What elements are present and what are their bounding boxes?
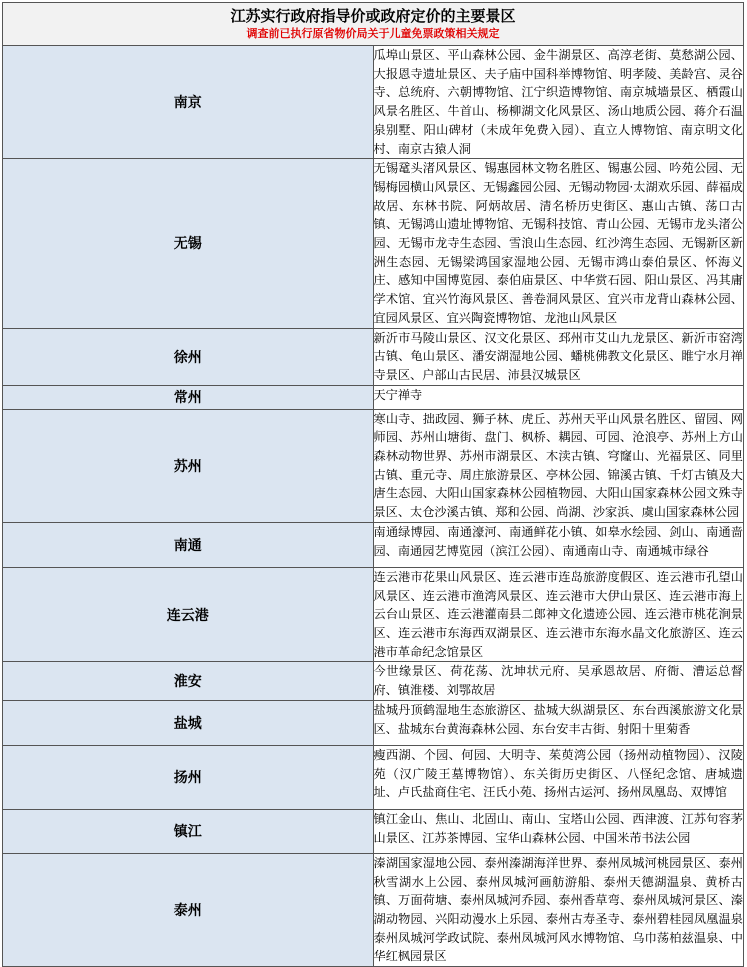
city-cell: 南京 [3,46,374,159]
scenic-spots-table [2,2,744,967]
spots-cell: 今世缘景区、荷花荡、沈坤状元府、吴承恩故居、府衙、漕运总督府、镇淮楼、刘鄂故居 [373,662,744,700]
table-row [3,662,744,700]
city-cell: 徐州 [3,328,374,385]
table-row [3,745,744,809]
city-cell: 常州 [3,385,374,409]
spots-cell: 寒山寺、拙政园、狮子林、虎丘、苏州天平山风景名胜区、留园、网师园、苏州山塘街、盘门、枫桥、耦园、可园、沧浪亭、苏州上方山森林动物世界、苏州市湖景区、木渎古镇、穹窿山、光福景区、同里古镇、重元寺、周庄旅游景区、亭林公园、锦溪古镇、千灯古镇及大唐生态园、大阳山国家森林公园植物园、大阳山国家森林公园文殊寺景区、太仓沙溪古镇、郑和公园、尚湖、沙家浜、虞山国家森林公园 [373,409,744,522]
city-cell: 连云港 [3,567,374,662]
spots-cell: 瘦西湖、个园、何园、大明寺、茱萸湾公园（扬州动植物园）、汉陵苑（汉广陵王墓博物馆）、东关街历史街区、八怪纪念馆、唐城遗址、卢氏盐商住宅、汪氏小苑、扬州古运河、扬州凤凰岛、双博馆 [373,745,744,809]
spots-cell: 新沂市马陵山景区、汉文化景区、邳州市艾山九龙景区、新沂市窑湾古镇、龟山景区、潘安湖湿地公园、蟠桃佛教文化景区、睢宁水月禅寺景区、户部山古民居、沛县汉城景区 [373,328,744,385]
table-row [3,567,744,662]
header-row [3,3,744,46]
city-cell: 淮安 [3,662,374,700]
spots-cell: 瓜埠山景区、平山森林公园、金牛湖景区、高淳老街、莫愁湖公园、大报恩寺遗址景区、夫子庙中国科举博物馆、明孝陵、美龄宫、灵谷寺、总统府、六朝博物馆、江宁织造博物馆、南京城墙景区、栖霞山风景名胜区、牛首山、杨柳湖文化风景区、汤山地质公园、蒋介石温泉别墅、阳山碑材（未成年免费入园）、直立人博物馆、南京明文化村、南京古猿人洞 [373,46,744,159]
city-cell: 南通 [3,522,374,567]
table-row [3,809,744,853]
city-cell: 泰州 [3,853,374,966]
table-row [3,522,744,567]
table-row [3,853,744,966]
table-row [3,46,744,159]
spots-cell: 南通绿博园、南通濠河、南通鲜花小镇、如皋水绘园、剑山、南通啬园、南通园艺博览园（滨江公园）、南通南山寺、南通城市绿谷 [373,522,744,567]
spots-cell: 天宁禅寺 [373,385,744,409]
spots-cell: 溱湖国家湿地公园、泰州溱湖海洋世界、泰州凤城河桃园景区、泰州秋雪湖水上公园、泰州凤城河画舫游船、泰州天德湖温泉、黄桥古镇、万面荷塘、泰州凤城河乔园、泰州香草弯、泰州凤城河景区、溱湖动物园、兴阳动漫水上乐园、泰州古寿圣寺、泰州碧桂园凤凰温泉泰州凤城河学政试院、泰州凤城河风水博物馆、乌巾荡柏兹温泉、中华红枫园景区 [373,853,744,966]
spots-cell: 盐城丹顶鹤湿地生态旅游区、盐城大纵湖景区、东台西溪旅游文化景区、盐城东台黄海森林公园、东台安丰古街、射阳十里菊香 [373,700,744,745]
city-cell: 无锡 [3,159,374,328]
city-cell: 盐城 [3,700,374,745]
table-row [3,700,744,745]
table-row [3,385,744,409]
table-row [3,409,744,522]
table-row [3,328,744,385]
city-cell: 镇江 [3,809,374,853]
table-title: 江苏实行政府指导价或政府定价的主要景区 [230,7,516,25]
table-row [3,159,744,328]
spots-cell: 无锡鼋头渚风景区、锡惠园林文物名胜区、锡惠公园、吟苑公园、无锡梅园横山风景区、无锡鑫园公园、无锡动物园·太湖欢乐园、薛福成故居、东林书院、阿炳故居、清名桥历史街区、惠山古镇、荡口古镇、无锡鸿山遗址博物馆、无锡科技馆、青山公园、无锡市龙头渚公园、无锡市龙寺生态园、雪浪山生态园、红沙湾生态园、无锡新区新洲生态园、无锡梁鸿国家湿地公园、无锡市鸿山泰伯景区、怀海义庄、感知中国博览园、泰伯庙景区、中华赏石园、阳山景区、冯其庸学术馆、宜兴竹海风景区、善卷洞风景区、宜兴市龙背山森林公园、宜园风景区、宜兴陶瓷博物馆、龙池山风景区 [373,159,744,328]
spots-cell: 镇江金山、焦山、北固山、南山、宝塔山公园、西津渡、江苏句容茅山景区、江苏茶博园、宝华山森林公园、中国米芾书法公园 [373,809,744,853]
table-subtitle: 调查前已执行原省物价局关于儿童免票政策相关规定 [246,27,500,40]
spots-cell: 连云港市花果山风景区、连云港市连岛旅游度假区、连云港市孔望山风景区、连云港市渔湾风景区、连云港市大伊山景区、连云港市海上云台山景区、连云港灌南县二郎神文化遗迹公园、连云港市桃花涧景区、连云港市东海西双湖景区、连云港市东海水晶文化旅游区、连云港市革命纪念馆景区 [373,567,744,662]
city-cell: 扬州 [3,745,374,809]
city-cell: 苏州 [3,409,374,522]
table-header [3,3,744,46]
